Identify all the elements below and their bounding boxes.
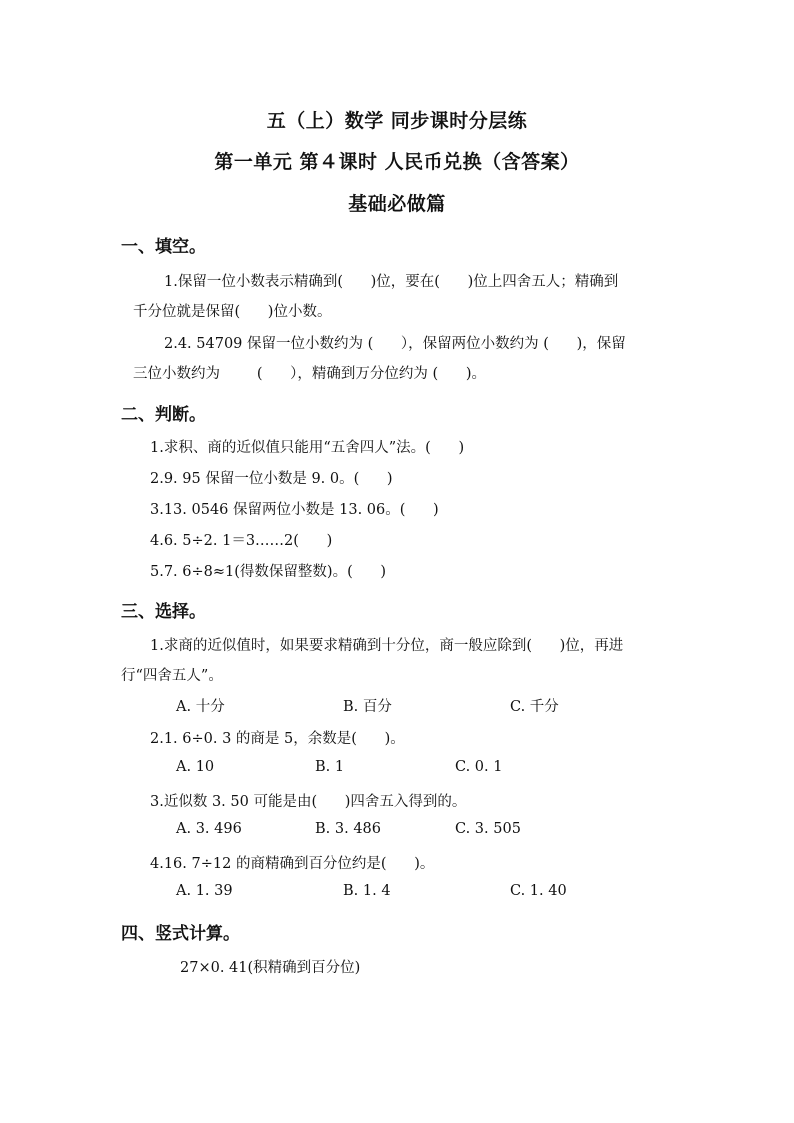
choice-q3: 3.近似数 3. 50 可能是由( )四舍五入得到的。	[150, 794, 467, 810]
choice-q1-option-c: C. 千分	[510, 699, 559, 715]
choice-q3-option-c: C. 3. 505	[455, 821, 521, 837]
fill-q2-line1: 2.4. 54709 保留一位小数约为 ( ），保留两位小数约为 ( )，保留	[164, 336, 626, 352]
choice-q3-option-a: A. 3. 496	[176, 821, 242, 837]
fill-q1-line1: 1.保留一位小数表示精确到( )位，要在( )位上四舍五人；精确到	[164, 274, 619, 290]
lesson-title: 第一单元 第４课时 人民币兑换（含答案）	[214, 151, 580, 173]
choice-q1-option-a: A. 十分	[176, 699, 225, 715]
fill-q1-line2: 千分位就是保留( )位小数。	[133, 304, 332, 320]
judge-item-1: 1.求积、商的近似值只能用“五舍四人”法。( )	[150, 440, 465, 456]
choice-q1-line2: 行“四舍五人”。	[121, 668, 223, 684]
choice-q2: 2.1. 6÷0. 3 的商是 5，余数是( )。	[150, 731, 405, 747]
judge-item-3: 3.13. 0546 保留两位小数是 13. 06。( )	[150, 502, 439, 518]
choice-q4: 4.16. 7÷12 的商精确到百分位约是( )。	[150, 856, 435, 872]
choice-q4-option-c: C. 1. 40	[510, 883, 567, 899]
choice-q2-option-a: A. 10	[176, 759, 215, 775]
choice-q1-option-b: B. 百分	[343, 699, 392, 715]
fill-q2-line2: 三位小数约为 ( ），精确到万分位约为 ( )。	[133, 366, 487, 382]
judge-item-5: 5.7. 6÷8≈1(得数保留整数)。( )	[150, 564, 387, 580]
choice-q3-option-b: B. 3. 486	[315, 821, 381, 837]
section-calc-heading: 四、竖式计算。	[121, 924, 240, 944]
choice-q2-option-c: C. 0. 1	[455, 759, 503, 775]
choice-q1-line1: 1.求商的近似值时，如果要求精确到十分位，商一般应除到( )位，再进	[150, 638, 624, 654]
worksheet-title: 五（上）数学 同步课时分层练	[266, 110, 528, 132]
section-judge-heading: 二、判断。	[121, 405, 206, 425]
section-choice-heading: 三、选择。	[121, 602, 206, 622]
choice-q4-option-b: B. 1. 4	[343, 883, 391, 899]
calc-item: 27×0. 41(积精确到百分位)	[180, 960, 361, 976]
level-title: 基础必做篇	[348, 193, 446, 215]
section-fill-heading: 一、填空。	[121, 237, 206, 257]
judge-item-4: 4.6. 5÷2. 1＝3……2( )	[150, 533, 333, 549]
choice-q2-option-b: B. 1	[315, 759, 345, 775]
choice-q4-option-a: A. 1. 39	[176, 883, 233, 899]
judge-item-2: 2.9. 95 保留一位小数是 9. 0。( )	[150, 471, 393, 487]
